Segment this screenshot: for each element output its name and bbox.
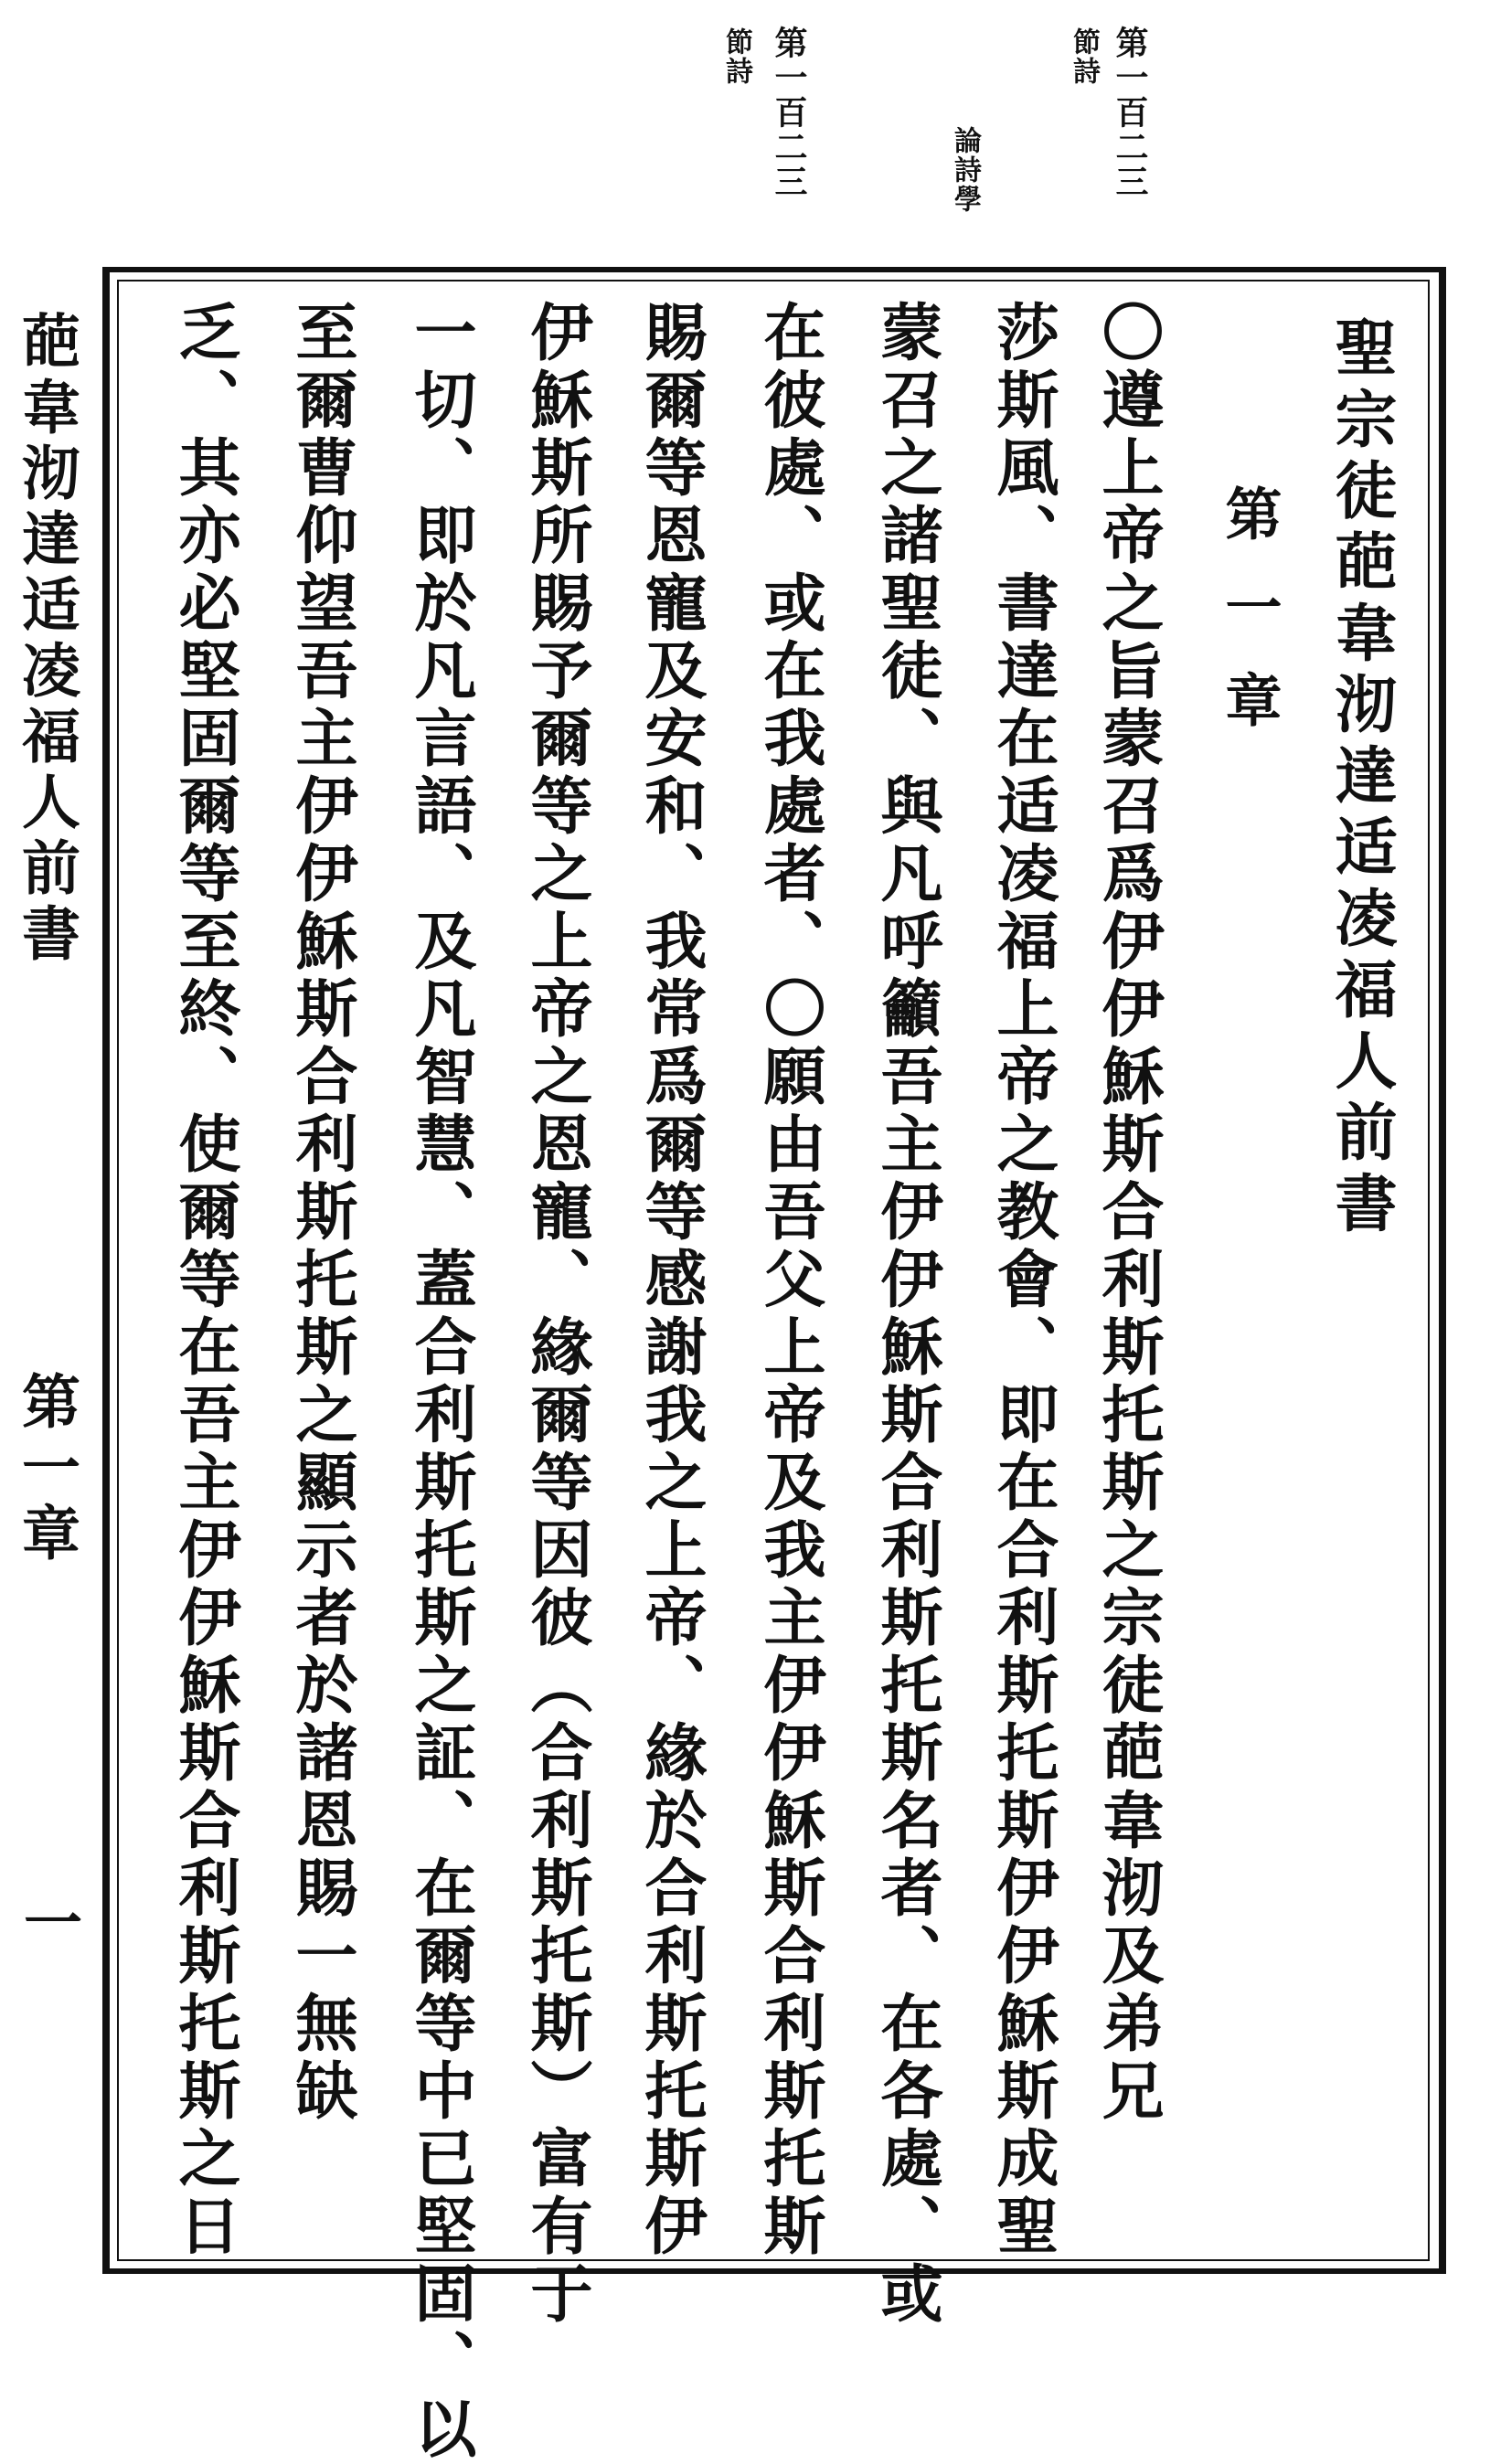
text-column-9: 乏、其亦必堅固爾等至終、使爾等在吾主伊伊穌斯合利斯托斯之日 (168, 300, 241, 2261)
margin-note-ref-1: 第一百二三 (1111, 26, 1149, 199)
running-head-title: 葩韋沏達适凌福人前書 (12, 311, 80, 969)
text-column-2: 莎斯風、書達在适凌福上帝之教會、即在合利斯托斯伊伊穌斯成聖 (986, 300, 1059, 2261)
text-column-7: 一切、即於凡言語、及凡智慧、蓋合利斯托斯之証、在爾等中已堅固、以 (404, 300, 477, 2464)
text-column-8: 至爾曹仰望吾主伊伊穌斯合利斯托斯之顯示者於諸恩賜一無缺 (285, 300, 358, 2126)
text-column-4: 在彼處、或在我處者、〇願由吾父上帝及我主伊伊穌斯合利斯托斯 (753, 300, 826, 2261)
text-column-1: 〇遵上帝之旨蒙召爲伊伊穌斯合利斯托斯之宗徒葩韋沏及弟兄 (1091, 300, 1165, 2126)
text-column-5: 賜爾等恩寵及安和、我常爲爾等感謝我之上帝、緣於合利斯托斯伊 (634, 300, 708, 2261)
text-column-3: 蒙召之諸聖徒、與凡呼籲吾主伊伊穌斯合利斯托斯名者、在各處、或 (870, 300, 943, 2329)
text-column-6: 伊穌斯所賜予爾等之上帝之恩寵、緣爾等因彼（合利斯托斯）富有于 (520, 300, 593, 2329)
running-head-folio: 一 (14, 1892, 82, 1950)
chapter-heading: 第一章 (1216, 484, 1282, 764)
margin-note-ref-3-sub: 節詩 (720, 27, 752, 86)
margin-note-ref-2: 論詩學 (949, 126, 981, 214)
book-title: 聖宗徒葩韋沏達适凌福人前書 (1325, 315, 1398, 1242)
margin-note-ref-1-sub: 節詩 (1068, 27, 1100, 86)
running-head-chapter: 第一章 (12, 1371, 80, 1568)
margin-note-ref-3: 第一百二三 (770, 26, 808, 199)
